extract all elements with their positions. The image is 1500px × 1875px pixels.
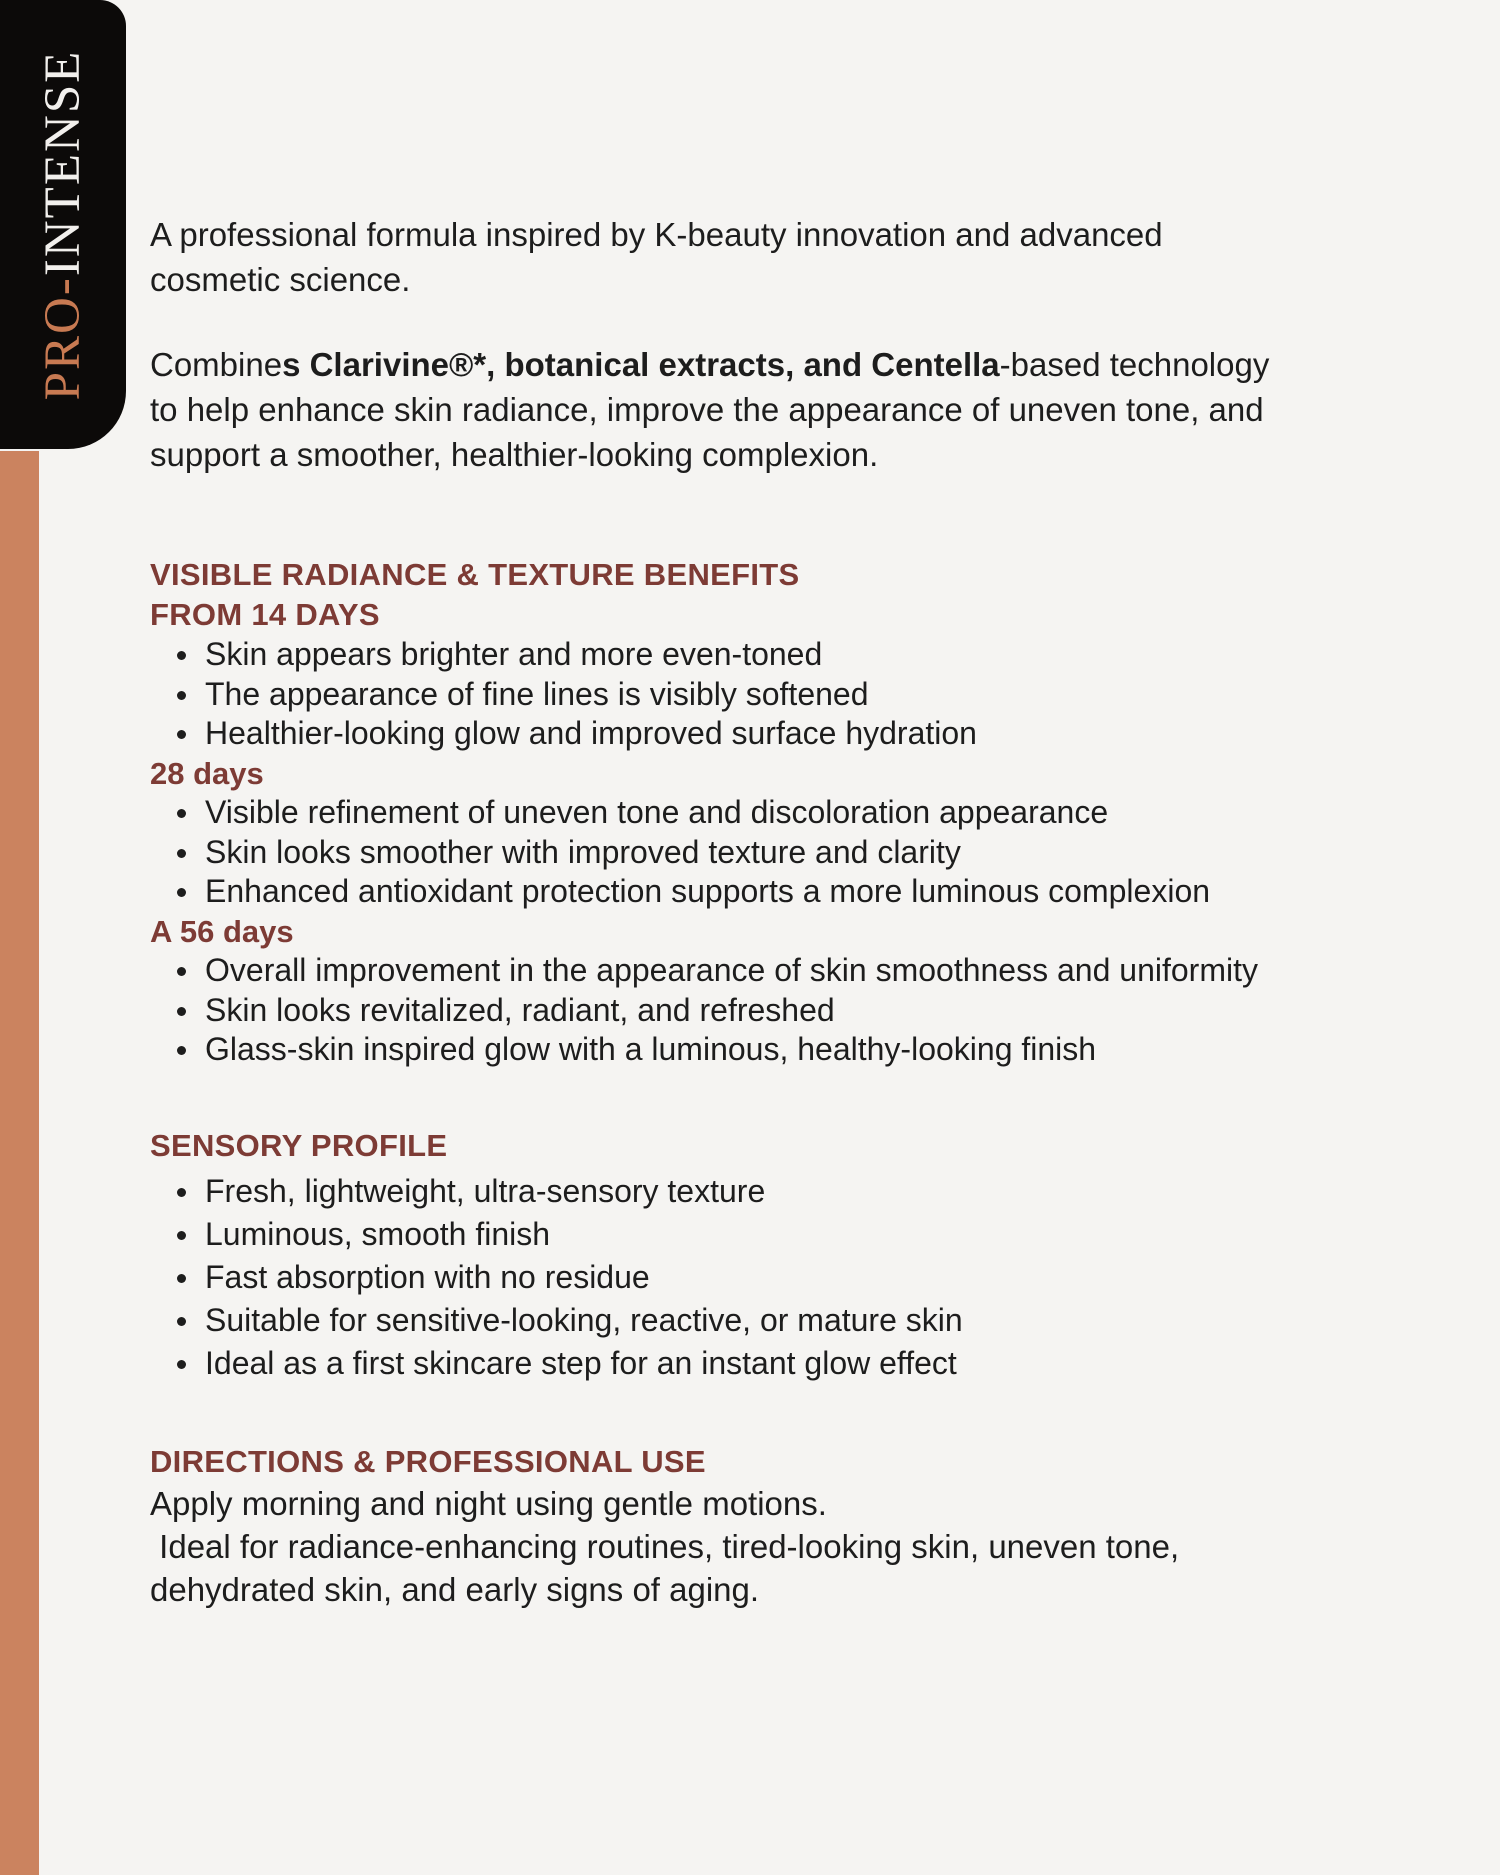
benefits-heading-line1: VISIBLE RADIANCE & TEXTURE BENEFITS [150,557,800,592]
benefits-28days-heading: 28 days [150,755,264,791]
product-name-vertical [34,49,92,400]
benefits-56days-list [150,951,1330,1070]
list-item: Skin looks revitalized, radiant, and refreshed [150,991,1330,1031]
list-item: Skin appears brighter and more even-toned [150,635,1330,675]
product-badge [0,0,126,449]
combines-suffix: -based technology to help enhance skin radiance, improve the appearance of uneven tone, and support a smoother, healthier-looking complexion. [150,346,1270,473]
intro-paragraph: A professional formula inspired by K-beauty innovation and advanced cosmetic science. [150,216,1163,298]
list-item: Healthier-looking glow and improved surface hydration [150,714,1330,754]
sensory-profile-list [150,1170,1330,1385]
directions-line1: Apply morning and night using gentle motions. [150,1484,827,1522]
benefits-56days-heading: A 56 days [150,913,294,949]
list-item: Suitable for sensitive-looking, reactive, or mature skin [150,1299,1330,1342]
list-item: Luminous, smooth finish [150,1213,1330,1256]
list-item: Skin looks smoother with improved texture and clarity [150,833,1330,873]
sensory-profile-section [150,1126,1330,1385]
product-name-accent: PRO- [35,275,91,400]
key-ingredients-paragraph [150,342,1285,477]
benefits-section [150,555,1330,1070]
left-accent-bar [0,451,39,1875]
combines-prefix: Combine [150,346,283,383]
directions-line2: Ideal for radiance-enhancing routines, tired-looking skin, uneven tone, dehydrated skin, and early signs of aging. [150,1527,1189,1608]
benefits-heading [150,555,1330,635]
product-name-rest: INTENSE [35,49,91,276]
list-item: Ideal as a first skincare step for an instant glow effect [150,1342,1330,1385]
list-item: The appearance of fine lines is visibly softened [150,675,1330,715]
list-item: Glass-skin inspired glow with a luminous, healthy-looking finish [150,1030,1330,1070]
sensory-profile-heading: SENSORY PROFILE [150,1127,448,1163]
list-item: Overall improvement in the appearance of skin smoothness and uniformity [150,951,1330,991]
benefits-heading-line2: FROM 14 DAYS [150,597,380,632]
directions-section [150,1442,1330,1611]
list-item: Visible refinement of uneven tone and discoloration appearance [150,793,1330,833]
content [150,0,1330,1611]
list-item: Enhanced antioxidant protection supports a more luminous complexion [150,872,1330,912]
list-item: Fresh, lightweight, ultra-sensory texture [150,1170,1330,1213]
benefits-14days-list [150,635,1330,754]
list-item: Fast absorption with no residue [150,1256,1330,1299]
combines-bold-ingredients: s Clarivine®*, botanical extracts, and Centella [282,346,1000,383]
benefits-28days-list [150,793,1330,912]
directions-heading: DIRECTIONS & PROFESSIONAL USE [150,1443,706,1479]
